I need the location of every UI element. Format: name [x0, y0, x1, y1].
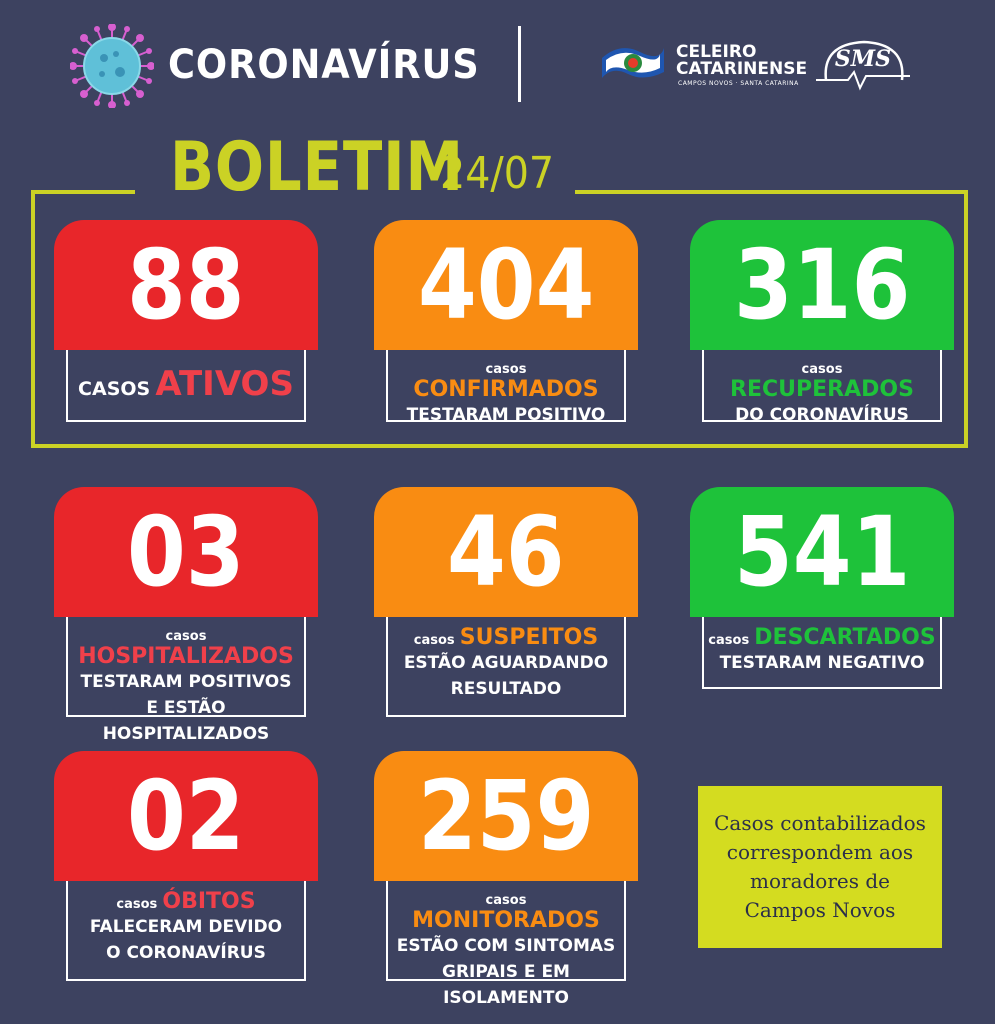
card-ativos: [54, 220, 318, 422]
card-value-box: [54, 487, 318, 617]
card-hospitalizados: [54, 487, 318, 744]
card-value: 316: [733, 229, 911, 341]
note-text: Casos contabilizados correspondem aos moradores de Campos Novos: [714, 811, 926, 922]
card-line: RESULTADO: [450, 679, 562, 699]
card-label-box: [66, 350, 306, 422]
card-monitorados: [374, 751, 638, 1008]
card-label-box: [386, 617, 626, 717]
flag-icon: [600, 38, 666, 86]
header-title: CORONAVÍRUS: [168, 42, 480, 88]
card-prefix: casos: [165, 629, 207, 644]
card-value: 88: [127, 229, 245, 341]
celeiro-line2: CATARINENSE: [676, 59, 808, 79]
card-highlight: CONFIRMADOS: [413, 377, 599, 402]
celeiro-logo: [600, 38, 666, 90]
card-line: ESTÃO AGUARDANDO: [403, 653, 609, 673]
card-highlight: HOSPITALIZADOS: [78, 644, 294, 669]
card-value-box: [374, 487, 638, 617]
card-value-box: [374, 220, 638, 350]
card-value-box: [54, 220, 318, 350]
card-highlight: DESCARTADOS: [754, 625, 936, 650]
card-highlight: SUSPEITOS: [459, 625, 599, 650]
card-obitos: [54, 751, 318, 981]
card-label-box: [702, 350, 942, 425]
card-line: FALECERAM DEVIDO: [89, 917, 283, 937]
celeiro-subtitle: CAMPOS NOVOS · SANTA CATARINA: [678, 80, 799, 87]
card-descartados: [690, 487, 954, 689]
card-label-box: [66, 617, 306, 744]
card-line: GRIPAIS E EM ISOLAMENTO: [442, 962, 570, 1008]
card-value: 541: [733, 496, 911, 608]
card-confirmados: [374, 220, 638, 425]
card-line: O CORONAVÍRUS: [106, 943, 266, 963]
card-value: 02: [127, 760, 245, 872]
boletim-date: 24/07: [440, 148, 555, 199]
card-value: 03: [127, 496, 245, 608]
celeiro-line1: CELEIRO: [676, 42, 757, 62]
card-line: ESTÃO COM SINTOMAS: [396, 936, 616, 956]
card-label-box: [386, 881, 626, 1008]
card-highlight: ATIVOS: [155, 364, 294, 404]
card-value: 259: [417, 760, 595, 872]
card-value-box: [374, 751, 638, 881]
card-value-box: [54, 751, 318, 881]
card-line: TESTARAM NEGATIVO: [719, 653, 925, 673]
card-value-box: [690, 487, 954, 617]
card-prefix: casos: [116, 897, 158, 912]
header-divider: [518, 26, 521, 102]
card-recuperados: [690, 220, 954, 425]
card-label-box: [386, 350, 626, 425]
card-prefix: casos: [708, 633, 750, 648]
sms-logo: [812, 36, 914, 94]
card-prefix: casos: [485, 362, 527, 377]
card-line: TESTARAM POSITIVO: [406, 405, 606, 425]
card-prefix: casos: [413, 633, 455, 648]
card-prefix: casos: [485, 893, 527, 908]
card-label-box: [66, 881, 306, 981]
sms-logo-text: SMS: [834, 46, 892, 72]
virus-icon: [70, 24, 154, 108]
card-highlight: RECUPERADOS: [730, 377, 914, 402]
note-box: [698, 786, 942, 948]
card-suspeitos: [374, 487, 638, 717]
card-prefix: CASOS: [78, 378, 151, 400]
card-line: DO CORONAVÍRUS: [735, 405, 909, 425]
boletim-title: BOLETIM: [170, 128, 464, 207]
card-value: 404: [417, 229, 595, 341]
card-line: E ESTÃO HOSPITALIZADOS: [102, 698, 270, 744]
card-highlight: ÓBITOS: [162, 889, 256, 914]
card-highlight: MONITORADOS: [412, 908, 600, 933]
card-value: 46: [447, 496, 565, 608]
card-line: TESTARAM POSITIVOS: [80, 672, 292, 692]
card-prefix: casos: [801, 362, 843, 377]
celeiro-logo-text: [676, 44, 807, 78]
card-value-box: [690, 220, 954, 350]
card-label-box: [702, 617, 942, 689]
